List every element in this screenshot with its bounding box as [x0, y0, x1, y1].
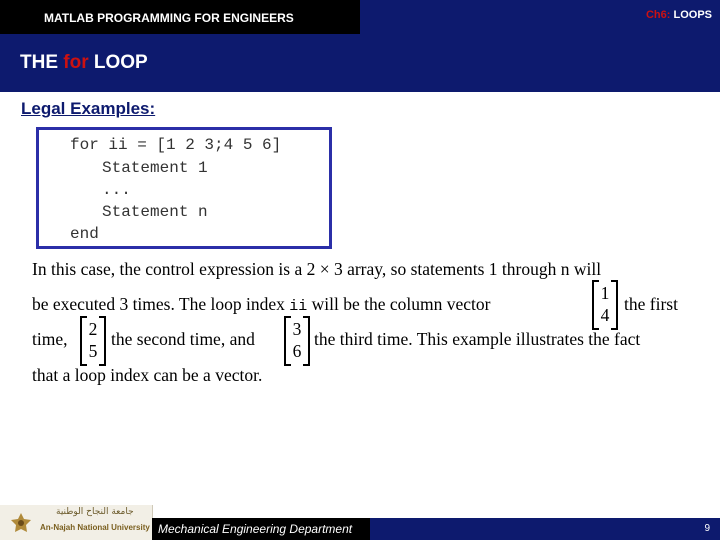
header-right-bar: [360, 0, 720, 34]
column-vector-2: [80, 316, 106, 366]
university-emblem-icon: [8, 511, 34, 535]
title-band: [0, 34, 720, 92]
body-line-2-mid: will be the column vector: [311, 294, 491, 314]
university-logo: [0, 505, 153, 540]
body-line-3-start: time,: [32, 329, 68, 349]
vector-value: 6: [292, 341, 302, 361]
logo-english-text: An-Najah National University: [40, 523, 150, 532]
page-number: 9: [704, 523, 710, 534]
logo-arabic-text: جامعة النجاح الوطنية: [56, 507, 134, 517]
code-block: [36, 127, 332, 249]
title-keyword: for: [63, 52, 89, 73]
body-line-2: [32, 294, 490, 315]
code-line: ...: [102, 181, 131, 199]
code-line: Statement n: [102, 203, 208, 221]
body-line-1: In this case, the control expression is a 2 × 3 array, so statements 1 through n will: [32, 259, 602, 279]
body-line-2-end: the first: [624, 294, 678, 314]
department-name: Mechanical Engineering Department: [158, 522, 353, 536]
course-title: MATLAB PROGRAMMING FOR ENGINEERS: [44, 11, 294, 25]
column-vector-1: [592, 280, 618, 330]
title-prefix: THE: [20, 52, 64, 73]
section-tag: [646, 9, 712, 21]
vector-value: 2: [88, 319, 98, 339]
vector-value: 5: [88, 341, 98, 361]
body-line-2-start: be executed 3 times. The loop index: [32, 294, 285, 314]
vector-value: 1: [600, 283, 610, 303]
code-line: for ii = [1 2 3;4 5 6]: [70, 136, 282, 154]
title-suffix: LOOP: [88, 52, 148, 73]
body-line-3-mid: the second time, and: [111, 329, 255, 349]
footer-department-bar: [152, 518, 370, 540]
body-line-4: that a loop index can be a vector.: [32, 365, 263, 385]
vector-value: 3: [292, 319, 302, 339]
vector-value: 4: [600, 305, 610, 325]
column-vector-3: [284, 316, 310, 366]
body-line-3-end: the third time. This example illustrates the fact: [314, 329, 641, 349]
slide-title: [20, 52, 148, 74]
section-label: LOOPS: [673, 9, 712, 21]
code-line: end: [70, 225, 99, 243]
footer-page-bar: [370, 518, 720, 540]
loop-index-code: ii: [289, 298, 308, 315]
code-line: Statement 1: [102, 159, 208, 177]
section-keyword: Ch6:: [645, 9, 671, 21]
legal-examples-heading: Legal Examples:: [21, 99, 156, 118]
header-left-bar: [0, 0, 360, 34]
